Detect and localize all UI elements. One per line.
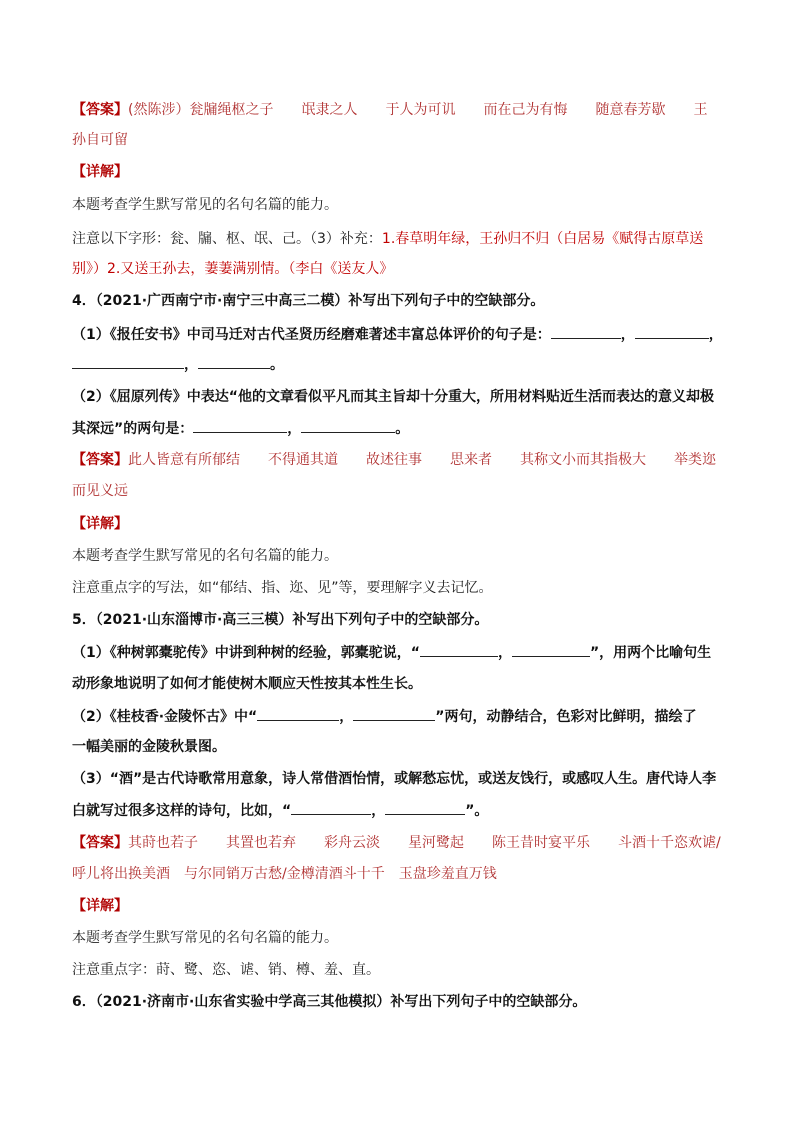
q5-sub2-line2: 一幅美丽的金陵秋景图。 [72,739,226,755]
q3-answer-text: (然陈涉）瓮牖绳枢之子 氓隶之人 于人为可讥 而在己为有悔 随意春芳歇 王 [128,102,708,118]
q5-detail-tag: 【详解】 [72,898,128,914]
q4-detail-text: 本题考查学生默写常见的名句名篇的能力。 [72,548,338,564]
q5-sub1-text-a: （1）《种树郭橐驼传》中讲到种树的经验，郭橐驼说，“ [72,645,420,661]
q4-answer-line2: 而见义远 [72,483,128,499]
q4-sub1-blank4[interactable] [198,354,270,369]
q5-answer-line1 [72,833,732,853]
q4-title: 4．（2021·广西南宁市·南宁三中高三二模）补写出下列句子中的空缺部分。 [72,293,545,309]
q5-title: 5．（2021·山东淄博市·高三三模）补写出下列句子中的空缺部分。 [72,612,489,628]
q5-sub2-blank1[interactable] [257,706,339,721]
q5-sub2-line1 [72,706,732,727]
q5-sub3-blank1[interactable] [291,800,371,815]
q4-sub1-blank3[interactable] [72,354,184,369]
q5-sub2-sep: ， [339,709,354,725]
q5-sub3-blank2[interactable] [385,800,465,815]
q4-detail-note: 注意重点字的写法，如“郁结、指、迩、见”等，要理解字义去记忆。 [72,580,493,596]
q4-sub1-text: （1）《报任安书》中司马迁对古代圣贤历经磨难著述丰富总体评价的句子是： [72,327,551,343]
q4-sub1-sep: ， [184,357,198,373]
q4-sub2-end: 。 [395,421,410,437]
q5-answer-text: 其莳也若子 其置也若弃 彩舟云淡 星河鹭起 陈王昔时宴平乐 斗酒十千恣欢谑/ [128,835,721,851]
q3-note-prefix: 注意以下字形：瓮、牖、枢、氓、己。（3）补充： [72,231,382,247]
q3-answer-tag: 【答案】 [72,102,128,118]
q4-sub2-text: 其深远”的两句是： [72,421,194,437]
q5-sub2-text-a: （2）《桂枝香·金陵怀古》中“ [72,709,258,725]
q5-sub3-line2 [72,800,732,821]
q4-detail-tag: 【详解】 [72,516,128,532]
q4-sub1-blank2[interactable] [635,324,709,339]
q4-answer-tag: 【答案】 [72,452,128,468]
q5-sub3-line1: （3）“酒”是古代诗歌常用意象，诗人常借酒怡情，或解愁忘忧，或送友饯行，或感叹人生。唐代诗人李 [72,771,717,787]
q3-detail-text: 本题考查学生默写常见的名句名篇的能力。 [72,197,338,213]
q4-answer-text: 此人皆意有所郁结 不得通其道 故述往事 思来者 其称文小而其指极大 举类迩 [128,452,716,468]
q5-sub3-text-b: ”。 [465,803,489,819]
q5-sub2-text-b: ”两句，动静结合，色彩对比鲜明，描绘了 [435,709,697,725]
q5-sub1-text-b: ”，用两个比喻句生 [589,645,712,661]
q5-sub2-blank2[interactable] [353,706,435,721]
q4-sub1-sep: ， [620,327,635,343]
q5-sub1-line1 [72,642,732,663]
q5-sub1-blank1[interactable] [420,642,498,657]
q5-answer-tag: 【答案】 [72,835,128,851]
q4-sub2-blank2[interactable] [301,418,395,433]
q5-answer-line2: 呼儿将出换美酒 与尔同销万古愁/金樽清酒斗十千 玉盘珍羞直万钱 [72,866,497,882]
q4-answer-line1 [72,450,732,470]
q5-sub3-text-a: 白就写过很多这样的诗句，比如，“ [72,803,292,819]
q3-detail-tag: 【详解】 [72,164,128,180]
q3-note-supplement: 1.春草明年绿，王孙归不归（白居易《赋得古原草送 [381,231,704,247]
q4-sub2-blank1[interactable] [193,418,287,433]
q4-sub1-blank1[interactable] [551,324,621,339]
q4-sub1-sep: ， [708,327,723,343]
q5-detail-text: 本题考查学生默写常见的名句名篇的能力。 [72,930,338,946]
q5-sub1-sep: ， [497,645,512,661]
q4-sub2-line1: （2）《屈原列传》中表达“他的文章看似平凡而其主旨却十分重大，所用材料贴近生活而表达的意义却极 [72,389,714,405]
q3-note-line1 [72,229,732,249]
q3-note-line2: 别》）2.又送王孙去，萋萋满别情。（李白《送友人》 [72,261,394,277]
q5-detail-note: 注意重点字：莳、鹭、恣、谑、销、樽、羞、直。 [72,962,380,978]
q4-sub2-sep: ， [287,421,302,437]
q4-sub1-end: 。 [270,357,284,373]
q4-sub1-line2 [72,354,732,375]
q5-sub1-line2: 动形象地说明了如何才能使树木顺应天性按其本性生长。 [72,676,422,692]
q4-sub2-line2 [72,418,732,439]
q4-sub1-line1 [72,324,732,345]
q5-sub1-blank2[interactable] [512,642,590,657]
q3-answer-line1 [72,100,732,120]
q3-answer-line2: 孙自可留 [72,132,128,148]
q5-sub3-sep: ， [371,803,386,819]
q6-title: 6．（2021·济南市·山东省实验中学高三其他模拟）补写出下列句子中的空缺部分。 [72,994,587,1010]
